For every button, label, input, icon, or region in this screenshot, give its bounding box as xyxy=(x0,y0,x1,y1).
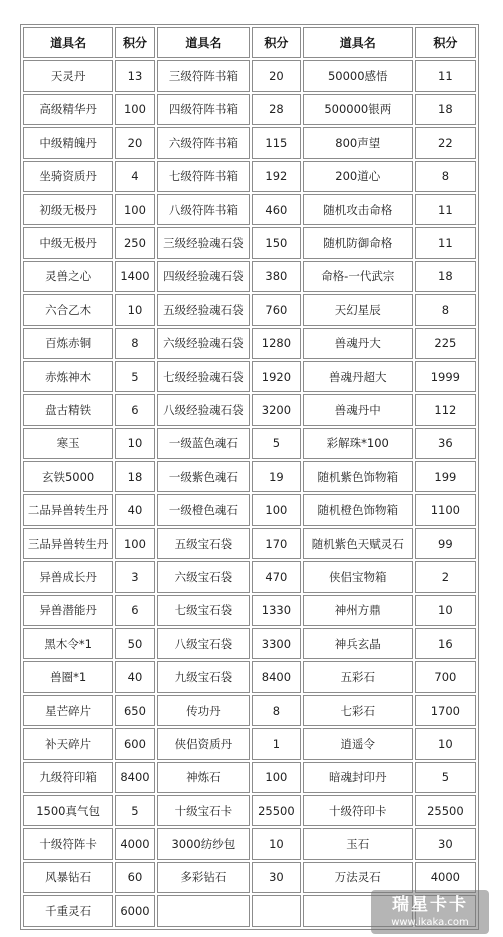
points-cell: 10 xyxy=(415,728,476,759)
watermark-url: www.ikaka.com xyxy=(391,917,469,928)
item-name-cell: 神州方鼎 xyxy=(303,595,413,626)
points-cell: 5 xyxy=(252,428,301,459)
item-name-cell: 六级经验魂石袋 xyxy=(157,328,250,359)
item-points-table-container xyxy=(20,24,479,930)
item-name-cell: 玉石 xyxy=(303,828,413,859)
points-cell: 1100 xyxy=(415,494,476,525)
item-name-cell: 十级宝石卡 xyxy=(157,795,250,826)
item-name-cell: 七级宝石袋 xyxy=(157,595,250,626)
table-row xyxy=(23,695,476,726)
points-cell: 250 xyxy=(115,227,154,258)
item-name-cell: 补天碎片 xyxy=(23,728,113,759)
item-name-cell: 暗魂封印丹 xyxy=(303,762,413,793)
points-cell: 1920 xyxy=(252,361,301,392)
points-cell: 8 xyxy=(415,294,476,325)
points-cell: 3300 xyxy=(252,628,301,659)
item-name-cell: 天幻星辰 xyxy=(303,294,413,325)
item-name-cell: 八级符阵书箱 xyxy=(157,194,250,225)
table-row xyxy=(23,227,476,258)
item-name-cell: 1500真气包 xyxy=(23,795,113,826)
item-name-cell: 八级经验魂石袋 xyxy=(157,394,250,425)
item-name-cell: 黑木令*1 xyxy=(23,628,113,659)
table-row xyxy=(23,595,476,626)
points-cell: 460 xyxy=(252,194,301,225)
item-points-table xyxy=(20,24,479,930)
points-cell: 1280 xyxy=(252,328,301,359)
table-row xyxy=(23,60,476,91)
item-name-cell: 神兵玄晶 xyxy=(303,628,413,659)
table-row xyxy=(23,561,476,592)
item-name-cell: 六级宝石袋 xyxy=(157,561,250,592)
points-cell: 5 xyxy=(115,795,154,826)
points-cell: 18 xyxy=(415,261,476,292)
item-name-cell: 中级无极丹 xyxy=(23,227,113,258)
points-cell: 18 xyxy=(115,461,154,492)
table-row xyxy=(23,528,476,559)
points-cell: 10 xyxy=(115,294,154,325)
item-name-cell: 寒玉 xyxy=(23,428,113,459)
table-row xyxy=(23,628,476,659)
item-name-cell: 三级符阵书箱 xyxy=(157,60,250,91)
points-cell: 25500 xyxy=(252,795,301,826)
points-cell: 4 xyxy=(115,161,154,192)
item-name-cell: 逍遥令 xyxy=(303,728,413,759)
table-row xyxy=(23,394,476,425)
points-cell: 40 xyxy=(115,494,154,525)
item-name-cell: 五彩石 xyxy=(303,661,413,692)
item-name-cell: 一级橙色魂石 xyxy=(157,494,250,525)
item-name-cell: 三级经验魂石袋 xyxy=(157,227,250,258)
points-cell: 380 xyxy=(252,261,301,292)
table-row xyxy=(23,94,476,125)
points-cell: 11 xyxy=(415,194,476,225)
item-name-cell: 神炼石 xyxy=(157,762,250,793)
points-cell: 1700 xyxy=(415,695,476,726)
item-name-cell: 中级精魄丹 xyxy=(23,127,113,158)
item-name-cell: 千重灵石 xyxy=(23,895,113,926)
points-cell: 192 xyxy=(252,161,301,192)
points-cell: 1999 xyxy=(415,361,476,392)
points-cell: 5 xyxy=(415,762,476,793)
points-cell: 50 xyxy=(115,628,154,659)
table-row xyxy=(23,461,476,492)
table-row xyxy=(23,194,476,225)
item-name-cell: 十级符印卡 xyxy=(303,795,413,826)
points-cell: 19 xyxy=(252,461,301,492)
item-name-cell: 500000银两 xyxy=(303,94,413,125)
points-cell: 8 xyxy=(252,695,301,726)
item-name-cell: 赤炼神木 xyxy=(23,361,113,392)
table-row xyxy=(23,428,476,459)
points-cell: 8 xyxy=(415,161,476,192)
item-name-cell: 一级蓝色魂石 xyxy=(157,428,250,459)
item-name-cell: 50000感悟 xyxy=(303,60,413,91)
item-name-cell: 兽魂丹中 xyxy=(303,394,413,425)
item-name-cell: 兽魂丹超大 xyxy=(303,361,413,392)
item-name-cell: 八级宝石袋 xyxy=(157,628,250,659)
points-cell: 16 xyxy=(415,628,476,659)
points-cell: 3200 xyxy=(252,394,301,425)
table-row xyxy=(23,728,476,759)
header-points: 积分 xyxy=(415,27,476,58)
points-cell: 36 xyxy=(415,428,476,459)
item-name-cell: 天灵丹 xyxy=(23,60,113,91)
points-cell: 6000 xyxy=(115,895,154,926)
table-row xyxy=(23,127,476,158)
item-name-cell: 灵兽之心 xyxy=(23,261,113,292)
item-name-cell: 异兽潜能丹 xyxy=(23,595,113,626)
table-header-row xyxy=(23,27,476,58)
points-cell: 112 xyxy=(415,394,476,425)
points-cell: 650 xyxy=(115,695,154,726)
table-row xyxy=(23,328,476,359)
watermark-title: 瑞星卡卡 xyxy=(392,895,468,915)
points-cell xyxy=(252,895,301,926)
points-cell: 11 xyxy=(415,60,476,91)
points-cell: 225 xyxy=(415,328,476,359)
points-cell: 6 xyxy=(115,595,154,626)
points-cell: 20 xyxy=(115,127,154,158)
points-cell: 760 xyxy=(252,294,301,325)
item-name-cell: 传功丹 xyxy=(157,695,250,726)
points-cell: 10 xyxy=(415,595,476,626)
points-cell: 99 xyxy=(415,528,476,559)
table-body xyxy=(23,60,476,926)
points-cell: 30 xyxy=(415,828,476,859)
table-row xyxy=(23,261,476,292)
item-name-cell: 坐骑资质丹 xyxy=(23,161,113,192)
item-name-cell: 随机攻击命格 xyxy=(303,194,413,225)
points-cell: 8400 xyxy=(252,661,301,692)
points-cell: 4000 xyxy=(415,862,476,893)
watermark-logo xyxy=(371,890,489,934)
header-points: 积分 xyxy=(115,27,154,58)
points-cell: 100 xyxy=(115,94,154,125)
item-name-cell: 百炼赤铜 xyxy=(23,328,113,359)
item-name-cell: 三品异兽转生丹 xyxy=(23,528,113,559)
item-name-cell: 玄铁5000 xyxy=(23,461,113,492)
item-name-cell: 四级经验魂石袋 xyxy=(157,261,250,292)
item-name-cell: 800声望 xyxy=(303,127,413,158)
item-name-cell: 风暴钻石 xyxy=(23,862,113,893)
table-row xyxy=(23,762,476,793)
item-name-cell: 万法灵石 xyxy=(303,862,413,893)
item-name-cell: 200道心 xyxy=(303,161,413,192)
item-name-cell: 侠侣宝物箱 xyxy=(303,561,413,592)
points-cell: 60 xyxy=(115,862,154,893)
item-name-cell: 侠侣资质丹 xyxy=(157,728,250,759)
header-points: 积分 xyxy=(252,27,301,58)
item-name-cell: 六合乙木 xyxy=(23,294,113,325)
points-cell: 6 xyxy=(115,394,154,425)
item-name-cell: 七级经验魂石袋 xyxy=(157,361,250,392)
points-cell: 470 xyxy=(252,561,301,592)
item-name-cell: 七级符阵书箱 xyxy=(157,161,250,192)
points-cell: 8400 xyxy=(115,762,154,793)
item-name-cell: 七彩石 xyxy=(303,695,413,726)
points-cell: 100 xyxy=(115,528,154,559)
points-cell: 600 xyxy=(115,728,154,759)
points-cell: 115 xyxy=(252,127,301,158)
item-name-cell: 六级符阵书箱 xyxy=(157,127,250,158)
points-cell: 28 xyxy=(252,94,301,125)
points-cell: 13 xyxy=(115,60,154,91)
points-cell: 700 xyxy=(415,661,476,692)
header-item-name: 道具名 xyxy=(157,27,250,58)
item-name-cell: 随机紫色天赋灵石 xyxy=(303,528,413,559)
item-name-cell: 盘古精铁 xyxy=(23,394,113,425)
item-name-cell: 命格-一代武宗 xyxy=(303,261,413,292)
table-row xyxy=(23,294,476,325)
points-cell: 8 xyxy=(115,328,154,359)
table-row xyxy=(23,828,476,859)
points-cell: 11 xyxy=(415,227,476,258)
table-row xyxy=(23,661,476,692)
item-name-cell: 彩解珠*100 xyxy=(303,428,413,459)
item-name-cell xyxy=(157,895,250,926)
points-cell: 150 xyxy=(252,227,301,258)
points-cell: 3 xyxy=(115,561,154,592)
item-name-cell: 十级符阵卡 xyxy=(23,828,113,859)
points-cell: 199 xyxy=(415,461,476,492)
points-cell: 100 xyxy=(115,194,154,225)
item-name-cell: 五级宝石袋 xyxy=(157,528,250,559)
points-cell: 10 xyxy=(115,428,154,459)
item-name-cell: 兽魂丹大 xyxy=(303,328,413,359)
points-cell: 100 xyxy=(252,494,301,525)
table-row xyxy=(23,494,476,525)
points-cell: 30 xyxy=(252,862,301,893)
item-name-cell: 异兽成长丹 xyxy=(23,561,113,592)
points-cell: 20 xyxy=(252,60,301,91)
points-cell: 1330 xyxy=(252,595,301,626)
item-name-cell: 3000纺纱包 xyxy=(157,828,250,859)
item-name-cell: 随机防御命格 xyxy=(303,227,413,258)
item-name-cell: 初级无极丹 xyxy=(23,194,113,225)
table-row xyxy=(23,795,476,826)
points-cell: 40 xyxy=(115,661,154,692)
points-cell: 170 xyxy=(252,528,301,559)
item-name-cell: 二品异兽转生丹 xyxy=(23,494,113,525)
points-cell: 5 xyxy=(115,361,154,392)
points-cell: 10 xyxy=(252,828,301,859)
header-item-name: 道具名 xyxy=(303,27,413,58)
points-cell: 22 xyxy=(415,127,476,158)
points-cell: 100 xyxy=(252,762,301,793)
item-name-cell: 多彩钻石 xyxy=(157,862,250,893)
item-name-cell: 五级经验魂石袋 xyxy=(157,294,250,325)
item-name-cell: 随机橙色饰物箱 xyxy=(303,494,413,525)
table-row xyxy=(23,862,476,893)
table-row xyxy=(23,361,476,392)
points-cell: 25500 xyxy=(415,795,476,826)
item-name-cell: 星芒碎片 xyxy=(23,695,113,726)
item-name-cell: 九级符印箱 xyxy=(23,762,113,793)
item-name-cell: 随机紫色饰物箱 xyxy=(303,461,413,492)
points-cell: 2 xyxy=(415,561,476,592)
points-cell: 1400 xyxy=(115,261,154,292)
points-cell: 18 xyxy=(415,94,476,125)
points-cell: 1 xyxy=(252,728,301,759)
table-row xyxy=(23,161,476,192)
points-cell: 4000 xyxy=(115,828,154,859)
item-name-cell: 四级符阵书箱 xyxy=(157,94,250,125)
item-name-cell: 九级宝石袋 xyxy=(157,661,250,692)
item-name-cell: 一级紫色魂石 xyxy=(157,461,250,492)
item-name-cell: 兽圈*1 xyxy=(23,661,113,692)
header-item-name: 道具名 xyxy=(23,27,113,58)
item-name-cell: 高级精华丹 xyxy=(23,94,113,125)
